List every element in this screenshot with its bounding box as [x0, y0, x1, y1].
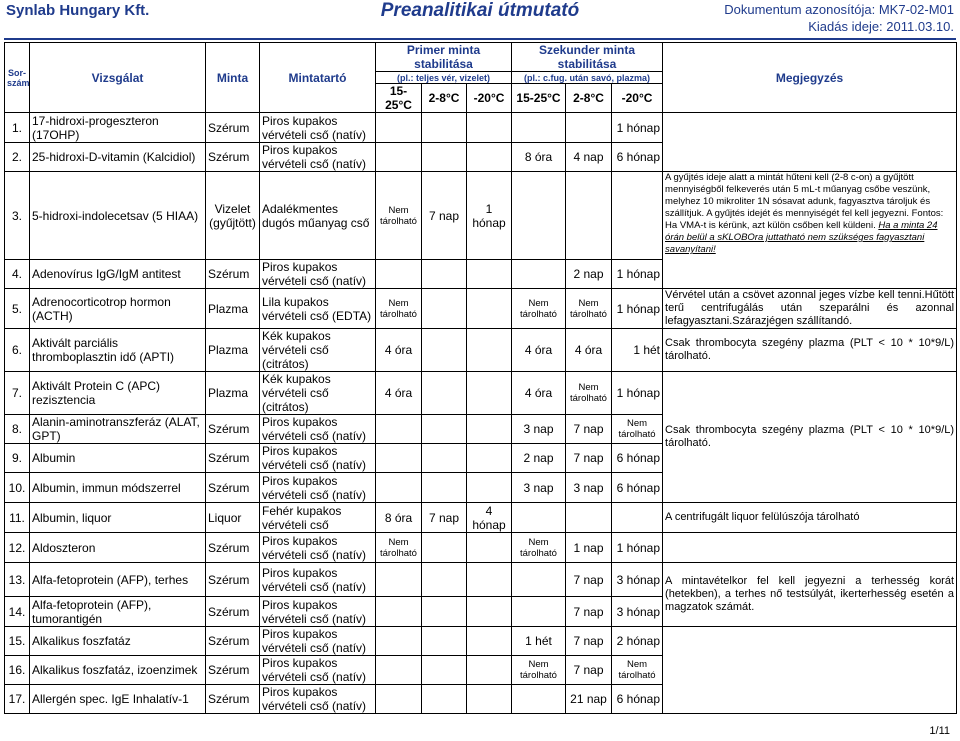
- stability-value: 7 nap: [422, 503, 467, 533]
- header-row-1: [5, 43, 957, 72]
- container-type: Piros kupakos vérvételi cső (natív): [260, 685, 376, 714]
- table-row: [5, 289, 957, 329]
- stability-value: [422, 329, 467, 372]
- stability-value: [422, 563, 467, 597]
- stability-value: 7 nap: [422, 172, 467, 260]
- stability-value: 4 óra: [566, 329, 612, 372]
- stability-value: [376, 563, 422, 597]
- sample-type: Szérum: [206, 143, 260, 172]
- sample-type: Szérum: [206, 656, 260, 685]
- stability-value: 3 hónap: [612, 563, 663, 597]
- stability-value: [376, 656, 422, 685]
- test-name: Albumin, immun módszerrel: [30, 473, 206, 503]
- row-number: 6.: [5, 329, 30, 372]
- test-name: Allergén spec. IgE Inhalatív-1: [30, 685, 206, 714]
- stability-value: Nem tárolható: [512, 656, 566, 685]
- sample-type: Plazma: [206, 329, 260, 372]
- container-type: Piros kupakos vérvételi cső (natív): [260, 260, 376, 289]
- test-name: Aktivált parciális thromboplasztin idő (APTI): [30, 329, 206, 372]
- stability-value: 6 hónap: [612, 444, 663, 473]
- container-type: Piros kupakos vérvételi cső (natív): [260, 627, 376, 656]
- stability-value: [422, 415, 467, 444]
- stability-value: [467, 444, 512, 473]
- sample-type: Szérum: [206, 444, 260, 473]
- stability-value: 2 hónap: [612, 627, 663, 656]
- row-number: 10.: [5, 473, 30, 503]
- stability-value: [566, 503, 612, 533]
- stability-value: 7 nap: [566, 415, 612, 444]
- row-number: 12.: [5, 533, 30, 563]
- stability-value: [467, 113, 512, 143]
- sample-type: Szérum: [206, 473, 260, 503]
- col-sample-header: Minta: [206, 43, 260, 113]
- note-cell: Csak thrombocyta szegény plazma (PLT < 10 * 10*9/L) tárolható.: [663, 329, 957, 372]
- stability-value: 7 nap: [566, 627, 612, 656]
- stability-value: 1 hónap: [612, 260, 663, 289]
- sample-type: Szérum: [206, 563, 260, 597]
- stability-value: [467, 685, 512, 714]
- temp-primary-room: 15-25°C: [376, 84, 422, 113]
- stability-value: 4 nap: [566, 143, 612, 172]
- stability-value: 4 óra: [376, 329, 422, 372]
- table-row: [5, 329, 957, 372]
- col-num-header: Sor- szám: [5, 43, 30, 113]
- test-name: Albumin, liquor: [30, 503, 206, 533]
- stability-value: [422, 289, 467, 329]
- stability-value: [422, 685, 467, 714]
- row-number: 11.: [5, 503, 30, 533]
- col-secondary-header: Szekunder minta stabilitása: [512, 43, 663, 72]
- sample-type: Szérum: [206, 260, 260, 289]
- container-type: Piros kupakos vérvételi cső (natív): [260, 415, 376, 444]
- container-type: Kék kupakos vérvételi cső (citrátos): [260, 372, 376, 415]
- sample-type: Szérum: [206, 597, 260, 627]
- col-primary-header: Primer minta stabilitása: [376, 43, 512, 72]
- stability-value: [467, 289, 512, 329]
- stability-value: 7 nap: [566, 597, 612, 627]
- row-number: 4.: [5, 260, 30, 289]
- sample-type: Plazma: [206, 372, 260, 415]
- stability-value: 4 óra: [512, 372, 566, 415]
- test-name: 17-hidroxi-progeszteron (17OHP): [30, 113, 206, 143]
- test-name: Aktivált Protein C (APC) rezisztencia: [30, 372, 206, 415]
- container-type: Kék kupakos vérvételi cső (citrátos): [260, 329, 376, 372]
- page-number: 1/11: [929, 725, 950, 737]
- sample-type: Szérum: [206, 627, 260, 656]
- stability-value: [422, 627, 467, 656]
- stability-value: 3 nap: [566, 473, 612, 503]
- stability-value: [612, 503, 663, 533]
- stability-value: [512, 260, 566, 289]
- stability-value: 1 nap: [566, 533, 612, 563]
- stability-value: 3 nap: [512, 415, 566, 444]
- stability-value: 6 hónap: [612, 473, 663, 503]
- container-type: Piros kupakos vérvételi cső (natív): [260, 473, 376, 503]
- stability-value: [512, 597, 566, 627]
- stability-value: 1 hónap: [467, 172, 512, 260]
- table-row: [5, 627, 957, 656]
- note-cell: [663, 533, 957, 563]
- stability-value: [376, 627, 422, 656]
- stability-value: [512, 172, 566, 260]
- stability-value: 6 hónap: [612, 143, 663, 172]
- stability-value: [512, 113, 566, 143]
- stability-value: 4 óra: [512, 329, 566, 372]
- sample-type: Szérum: [206, 533, 260, 563]
- stability-value: [467, 260, 512, 289]
- test-name: Adrenocorticotrop hormon (ACTH): [30, 289, 206, 329]
- test-name: 5-hidroxi-indolecetsav (5 HIAA): [30, 172, 206, 260]
- stability-value: [467, 627, 512, 656]
- stability-value: 7 nap: [566, 563, 612, 597]
- stability-value: 3 nap: [512, 473, 566, 503]
- table-row: [5, 113, 957, 143]
- document-id: [724, 1, 954, 35]
- stability-value: 6 hónap: [612, 685, 663, 714]
- stability-value: [422, 372, 467, 415]
- container-type: Lila kupakos vérvételi cső (EDTA): [260, 289, 376, 329]
- row-number: 17.: [5, 685, 30, 714]
- stability-value: [376, 597, 422, 627]
- stability-value: [376, 260, 422, 289]
- stability-value: [612, 172, 663, 260]
- col-notes-header: Megjegyzés: [663, 43, 957, 113]
- stability-value: 1 hónap: [612, 372, 663, 415]
- stability-value: [467, 143, 512, 172]
- sample-type: Liquor: [206, 503, 260, 533]
- stability-value: [422, 113, 467, 143]
- table-row: [5, 503, 957, 533]
- stability-value: [376, 444, 422, 473]
- stability-value: [467, 372, 512, 415]
- stability-value: Nem tárolható: [376, 289, 422, 329]
- row-number: 14.: [5, 597, 30, 627]
- stability-value: 7 nap: [566, 656, 612, 685]
- stability-value: [512, 503, 566, 533]
- stability-value: 1 hónap: [612, 289, 663, 329]
- stability-value: Nem tárolható: [376, 533, 422, 563]
- stability-value: Nem tárolható: [566, 289, 612, 329]
- stability-value: [376, 473, 422, 503]
- col-primary-sub: (pl.: teljes vér, vizelet): [376, 72, 512, 84]
- sample-type: Vizelet (gyűjtött): [206, 172, 260, 260]
- stability-value: 8 óra: [376, 503, 422, 533]
- stability-value: [467, 597, 512, 627]
- stability-value: [376, 143, 422, 172]
- note-emphasis: Ha a minta 24 órán belül a sKLOBOra juttatható nem szükséges fagyasztani savanyítani!: [665, 220, 938, 255]
- stability-value: 21 nap: [566, 685, 612, 714]
- row-number: 7.: [5, 372, 30, 415]
- row-number: 15.: [5, 627, 30, 656]
- temp-primary-freezer: -20°C: [467, 84, 512, 113]
- row-number: 5.: [5, 289, 30, 329]
- temp-secondary-room: 15-25°C: [512, 84, 566, 113]
- note-text: A gyűjtés ideje alatt a mintát hűteni kell (2-8 c-on) a gyűjtött mennyiségből felkeverés után 5 mL-t műanyag csőbe veszünk, melyhez 10 mikroliter 1N sósavat adunk, fagyasztva tároljuk és szállítjuk. A gyűjtés idejét és mennyiségét fel kell jegyezni. Fontos: Ha VMA-t is kérünk, azt külön csőben kell küldeni.: [665, 172, 944, 231]
- sample-type: Szérum: [206, 415, 260, 444]
- stability-value: 2 nap: [512, 444, 566, 473]
- stability-value: [376, 415, 422, 444]
- test-name: Aldoszteron: [30, 533, 206, 563]
- temp-secondary-freezer: -20°C: [612, 84, 663, 113]
- stability-value: [467, 415, 512, 444]
- table-row: [5, 372, 957, 415]
- test-name: Alanin-aminotranszferáz (ALAT, GPT): [30, 415, 206, 444]
- stability-value: [512, 685, 566, 714]
- stability-value: [566, 172, 612, 260]
- note-cell: [663, 172, 957, 289]
- stability-value: Nem tárolható: [512, 289, 566, 329]
- test-name: Adenovírus IgG/IgM antitest: [30, 260, 206, 289]
- row-number: 2.: [5, 143, 30, 172]
- stability-value: [467, 656, 512, 685]
- sample-type: Szérum: [206, 685, 260, 714]
- stability-value: 3 hónap: [612, 597, 663, 627]
- stability-value: [566, 113, 612, 143]
- test-name: Alfa-fetoprotein (AFP), tumorantigén: [30, 597, 206, 627]
- stability-value: [422, 473, 467, 503]
- stability-value: [467, 563, 512, 597]
- sample-type: Szérum: [206, 113, 260, 143]
- temp-secondary-fridge: 2-8°C: [566, 84, 612, 113]
- note-cell: Vérvétel után a csövet azonnal jeges vízbe kell tenni.Hűtött terű centrifugálás után szeparálni és azonnal lefagyasztani.Szárazjégen szállítandó.: [663, 289, 957, 329]
- row-number: 9.: [5, 444, 30, 473]
- note-cell: Csak thrombocyta szegény plazma (PLT < 10 * 10*9/L) tárolható.: [663, 372, 957, 503]
- container-type: Piros kupakos vérvételi cső (natív): [260, 113, 376, 143]
- row-number: 8.: [5, 415, 30, 444]
- stability-value: [422, 597, 467, 627]
- container-type: Piros kupakos vérvételi cső (natív): [260, 656, 376, 685]
- stability-value: [422, 444, 467, 473]
- stability-value: 8 óra: [512, 143, 566, 172]
- stability-value: 1 hónap: [612, 533, 663, 563]
- test-name: Alfa-fetoprotein (AFP), terhes: [30, 563, 206, 597]
- temp-primary-fridge: 2-8°C: [422, 84, 467, 113]
- stability-value: [467, 473, 512, 503]
- col-container-header: Mintatartó: [260, 43, 376, 113]
- container-type: Piros kupakos vérvételi cső (natív): [260, 533, 376, 563]
- stability-value: 2 nap: [566, 260, 612, 289]
- stability-value: 7 nap: [566, 444, 612, 473]
- col-secondary-sub: (pl.: c.fug. után savó, plazma): [512, 72, 663, 84]
- stability-value: [422, 656, 467, 685]
- stability-value: [376, 113, 422, 143]
- page-header: [0, 0, 960, 40]
- note-cell: A centrifugált liquor felülúszója tárolható: [663, 503, 957, 533]
- test-name: Alkalikus foszfatáz: [30, 627, 206, 656]
- stability-value: Nem tárolható: [566, 372, 612, 415]
- stability-value: 4 hónap: [467, 503, 512, 533]
- row-number: 13.: [5, 563, 30, 597]
- note-cell: [663, 627, 957, 714]
- table-row: [5, 533, 957, 563]
- document-id-text: Dokumentum azonosítója: MK7-02-M01: [724, 2, 954, 17]
- stability-value: [512, 563, 566, 597]
- test-name: Alkalikus foszfatáz, izoenzimek: [30, 656, 206, 685]
- test-name: 25-hidroxi-D-vitamin (Kalcidiol): [30, 143, 206, 172]
- stability-value: 1 hét: [512, 627, 566, 656]
- note-cell: A mintavételkor fel kell jegyezni a terhesség korát (hetekben), a terhes nő testsúlyát, ikerterhesség esetén a magzatok számát.: [663, 563, 957, 627]
- container-type: Piros kupakos vérvételi cső (natív): [260, 563, 376, 597]
- stability-value: 1 hét: [612, 329, 663, 372]
- stability-value: [467, 533, 512, 563]
- stability-value: [422, 533, 467, 563]
- table-row: [5, 172, 957, 260]
- header-rule: [4, 38, 956, 40]
- table-row: [5, 563, 957, 597]
- stability-value: [467, 329, 512, 372]
- stability-value: [422, 260, 467, 289]
- row-number: 16.: [5, 656, 30, 685]
- stability-value: [422, 143, 467, 172]
- issue-date: Kiadás ideje: 2011.03.10.: [808, 19, 954, 34]
- stability-table: [4, 42, 957, 714]
- stability-value: 4 óra: [376, 372, 422, 415]
- stability-value: Nem tárolható: [512, 533, 566, 563]
- row-number: 1.: [5, 113, 30, 143]
- col-test-header: Vizsgálat: [30, 43, 206, 113]
- stability-value: Nem tárolható: [376, 172, 422, 260]
- sample-type: Plazma: [206, 289, 260, 329]
- container-type: Adalékmentes dugós műanyag cső: [260, 172, 376, 260]
- row-number: 3.: [5, 172, 30, 260]
- container-type: Piros kupakos vérvételi cső (natív): [260, 444, 376, 473]
- stability-value: 1 hónap: [612, 113, 663, 143]
- container-type: Piros kupakos vérvételi cső (natív): [260, 597, 376, 627]
- stability-value: Nem tárolható: [612, 656, 663, 685]
- stability-value: [376, 685, 422, 714]
- document-title: Preanalitikai útmutató: [380, 0, 580, 21]
- stability-value: Nem tárolható: [612, 415, 663, 444]
- container-type: Piros kupakos vérvételi cső (natív): [260, 143, 376, 172]
- container-type: Fehér kupakos vérvételi cső: [260, 503, 376, 533]
- company-name: Synlab Hungary Kft.: [6, 2, 150, 19]
- note-cell: [663, 113, 957, 172]
- test-name: Albumin: [30, 444, 206, 473]
